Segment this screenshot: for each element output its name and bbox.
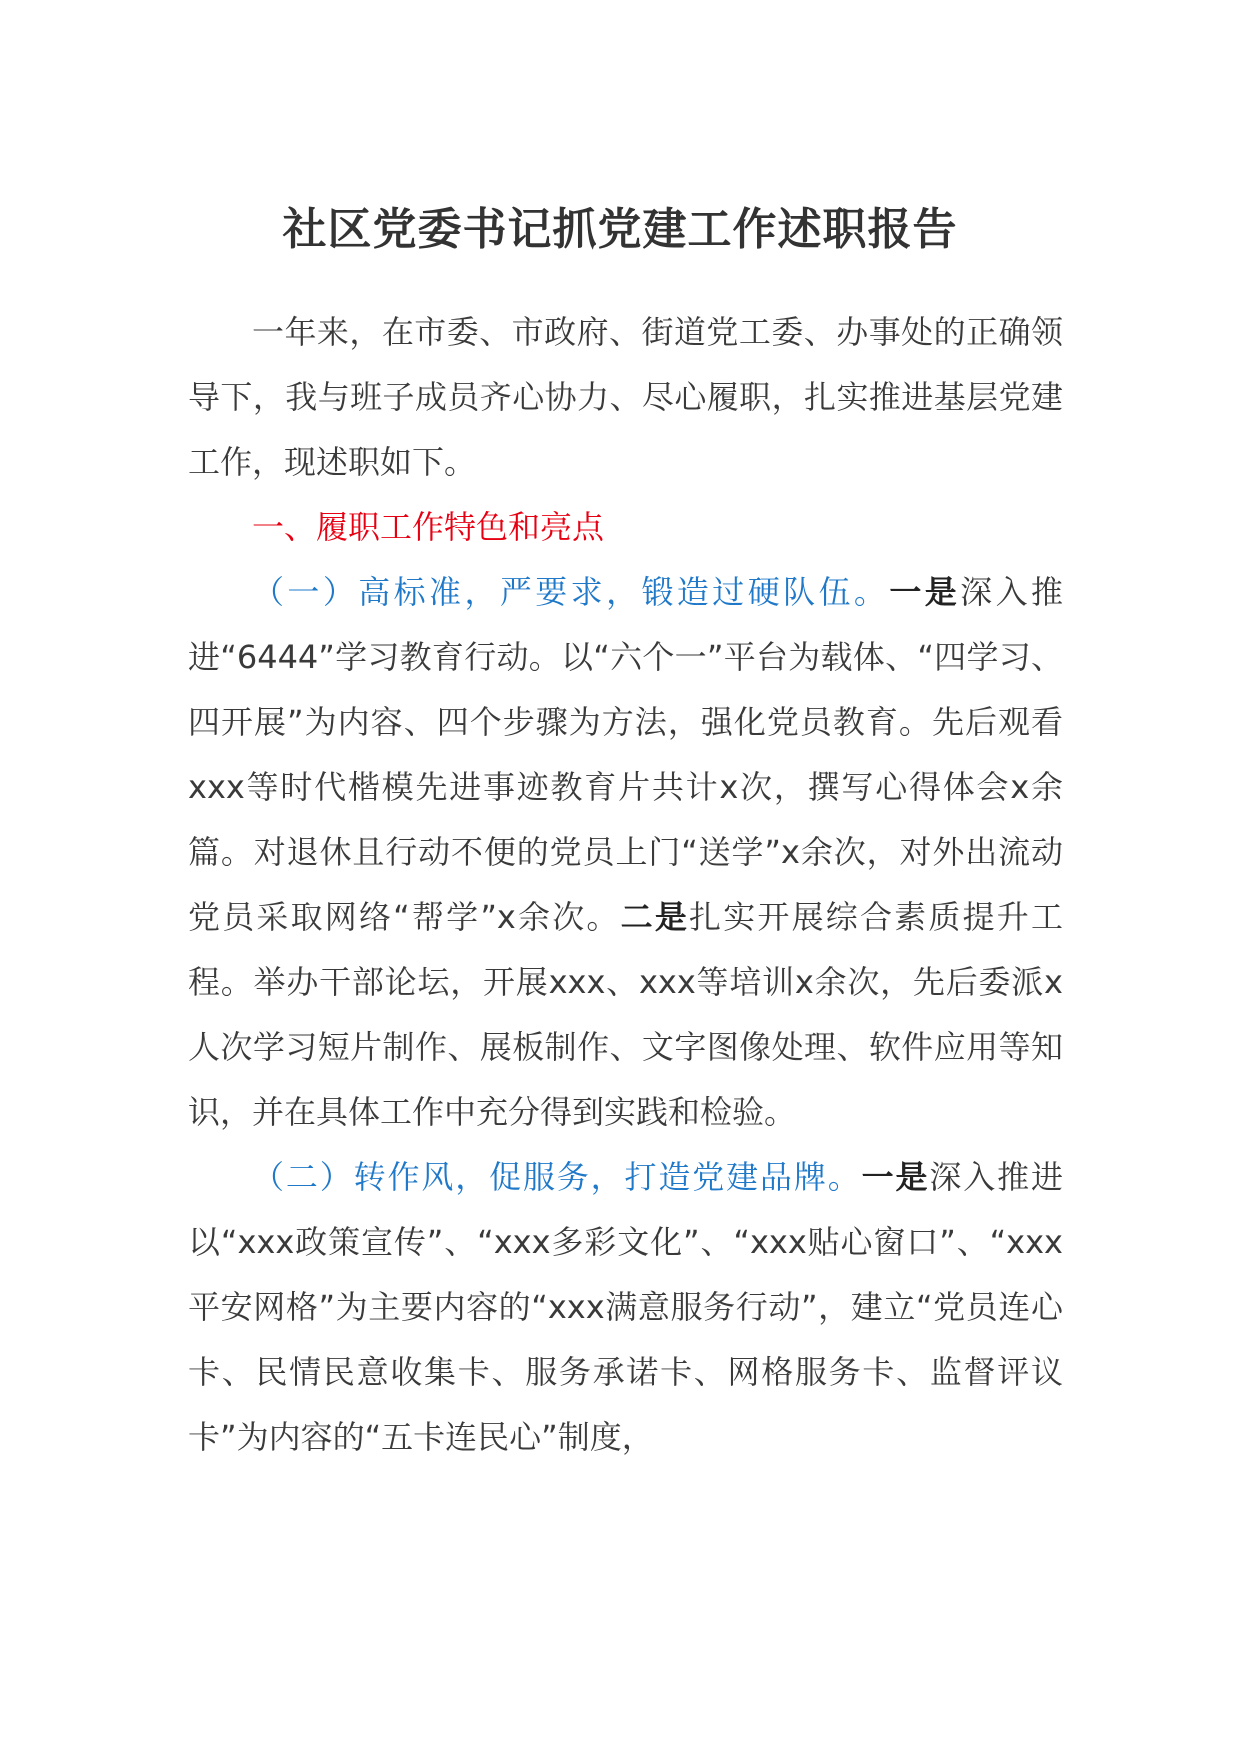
point-text-1: 深入推进“6444”学习教育行动。以“六个一”平台为载体、“四学习、四开展”为内容、四个步骤为方法，强化党员教育。先后观看xxx等时代楷模先进事迹教育片共计x次，撰写心得体会x余篇。对退休且行动不便的党员上门“送学”x余次，对外出流动党员采取网络“帮学”x余次。 bbox=[188, 573, 1063, 936]
document-body bbox=[188, 300, 1063, 1470]
intro-paragraph: 一年来，在市委、市政府、街道党工委、办事处的正确领导下，我与班子成员齐心协力、尽心履职，扎实推进基层党建工作，现述职如下。 bbox=[188, 313, 1063, 481]
point-text-2: 扎实开展综合素质提升工程。举办干部论坛，开展xxx、xxx等培训x余次，先后委派x人次学习短片制作、展板制作、文字图像处理、软件应用等知识，并在具体工作中充分得到实践和检验。 bbox=[188, 898, 1063, 1131]
subsection-paragraph-1 bbox=[188, 560, 1063, 1145]
subsection-paragraph-2 bbox=[188, 1145, 1063, 1470]
point-label-2: 二是 bbox=[620, 898, 690, 936]
subsection-heading-2: （二）转作风，促服务，打造党建品牌。 bbox=[252, 1158, 862, 1196]
point-text-3: 深入推进以“xxx政策宣传”、“xxx多彩文化”、“xxx贴心窗口”、“xxx平安网格”为主要内容的“xxx满意服务行动”，建立“党员连心卡、民情民意收集卡、服务承诺卡、网格服务卡、监督评议卡”为内容的“五卡连民心”制度， bbox=[188, 1158, 1063, 1456]
point-label-3: 一是 bbox=[861, 1158, 930, 1196]
subsection-heading-1: （一）高标准，严要求，锻造过硬队伍。 bbox=[252, 573, 890, 611]
point-label-1: 一是 bbox=[889, 573, 961, 611]
section-heading-1: 一、履职工作特色和亮点 bbox=[252, 508, 605, 546]
document-title: 社区党委书记抓党建工作述职报告 bbox=[282, 204, 958, 255]
